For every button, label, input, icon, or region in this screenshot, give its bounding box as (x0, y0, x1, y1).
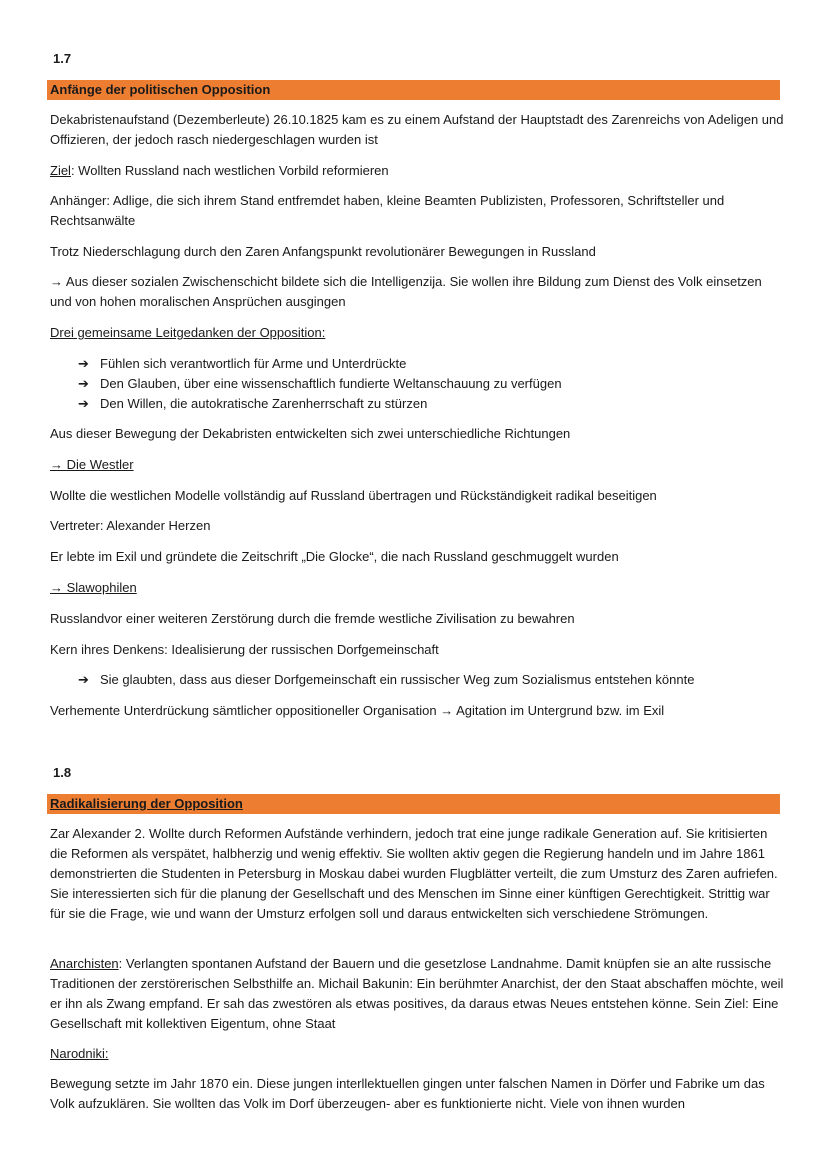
arrow-bullet-icon: ➔ (78, 376, 89, 391)
arrow-bullet-icon: ➔ (78, 356, 89, 371)
narodniki-heading: Narodniki: (50, 1046, 109, 1061)
paragraph-unterdrueckung: Verhemente Unterdrückung sämtlicher oppositioneller Organisation → Agitation im Untergrund bzw. im Exil (50, 703, 665, 718)
section-number: 1.7 (53, 51, 72, 66)
list-item-text: Fühlen sich verantwortlich für Arme und Unterdrückte (100, 356, 407, 371)
paragraph-narodniki: Bewegung setzte im Jahr 1870 ein. Diese jungen interllektuellen gingen unter falschen Namen in Dörfer und Fabrike um das Volk aufzuklären. Sie wollten das Volk im Dorf überzeugen- aber es funktionierte nicht. Viele von ihnen wurden (50, 1076, 765, 1111)
ziel-label: Ziel (50, 163, 71, 178)
anarchisten-label: Anarchisten (50, 956, 119, 971)
paragraph-alexander: Zar Alexander 2. Wollte durch Reformen Aufstände verhindern, jedoch trat eine junge radikale Generation auf. Sie kritisierten die Reformen als verspätet, halbherzig und wenig effektiv. Sie wollten aktiv gegen die Regierung handeln und im Jahre 1861 demonstrierten die Studenten in Petersburg in Moskau dabei wurden Flugblätter verteilt, die zum Umsturz des Zaren aufriefen. Sie interessierten sich für die planung der Gesellschaft und des Menschen im Sinne einer künftigen Gerechtigkeit. Strittig war für sie die Frage, wie und wann der Umsturz erfolgen soll und daraus entwickelten sich verschiedene Strömungen. (50, 826, 778, 921)
section-title: Anfänge der politischen Opposition (50, 82, 271, 97)
anarchisten-text: : Verlangten spontanen Aufstand der Bauern und die gesetzlose Landnahme. Damit knüpfen sie an alte russische Traditionen der zerstörerischen Selbsthilfe an. Michail Bakunin: Ein berühmter Anarchist, der den Staat abschaffen möchte, weil er ihn als Zwang empfand. Er sah das zwestören als etwas positives, da daraus etwas Neues entstehen könne. Sein Ziel: Eine Gesellschaft mit kollektiven Eigentum, ohne Staat (50, 956, 784, 1031)
arrow-bullet-icon: ➔ (78, 396, 89, 411)
paragraph-westler-3: Er lebte im Exil und gründete die Zeitschrift „Die Glocke“, die nach Russland geschmuggelt wurden (50, 549, 619, 564)
paragraph-slawophilen-2: Kern ihres Denkens: Idealisierung der russischen Dorfgemeinschaft (50, 642, 439, 657)
list-item-text: Sie glaubten, dass aus dieser Dorfgemeinschaft ein russischer Weg zum Sozialismus entstehen könnte (100, 672, 695, 687)
list-item (78, 374, 562, 394)
list-item (78, 394, 427, 414)
section-number: 1.8 (53, 765, 72, 780)
list-item (78, 354, 406, 374)
leitgedanken-heading: Drei gemeinsame Leitgedanken der Opposition: (50, 325, 326, 340)
slawophilen-heading: → Slawophilen (50, 580, 137, 595)
paragraph-westler-2: Vertreter: Alexander Herzen (50, 518, 211, 533)
paragraph-slawophilen-1: Russlandvor einer weiteren Zerstörung durch die fremde westliche Zivilisation zu bewahren (50, 611, 575, 626)
paragraph-intelligenzija: → Aus dieser sozialen Zwischenschicht bildete sich die Intelligenzija. Sie wollen ihre Bildung zum Dienst des Volk einsetzen und von hohen moralischen Ansprüchen ausgingen (50, 274, 762, 309)
paragraph-anhaenger: Anhänger: Adlige, die sich ihrem Stand entfremdet haben, kleine Beamten Publizisten, Professoren, Schriftsteller und Rechtsanwälte (50, 193, 725, 228)
paragraph-trotz: Trotz Niederschlagung durch den Zaren Anfangspunkt revolutionärer Bewegungen in Russland (50, 244, 596, 259)
list-item-text: Den Willen, die autokratische Zarenherrschaft zu stürzen (100, 396, 428, 411)
section-heading-bar (47, 80, 780, 100)
westler-heading: → Die Westler (50, 457, 134, 472)
paragraph-westler-1: Wollte die westlichen Modelle vollständig auf Russland übertragen und Rückständigkeit radikal beseitigen (50, 488, 657, 503)
list-item (78, 670, 694, 690)
list-item-text: Den Glauben, über eine wissenschaftlich fundierte Weltanschauung zu verfügen (100, 376, 562, 391)
paragraph-richtungen: Aus dieser Bewegung der Dekabristen entwickelten sich zwei unterschiedliche Richtungen (50, 426, 571, 441)
section-title: Radikalisierung der Opposition (50, 796, 243, 811)
section-heading-bar (47, 794, 780, 814)
arrow-bullet-icon: ➔ (78, 672, 89, 687)
paragraph-ziel (50, 161, 785, 181)
paragraph-anarchisten (50, 954, 785, 1034)
ziel-text: : Wollten Russland nach westlichen Vorbild reformieren (70, 163, 389, 178)
paragraph-dekabristen: Dekabristenaufstand (Dezemberleute) 26.10.1825 kam es zu einem Aufstand der Hauptstadt des Zarenreichs von Adeligen und Offizieren, der jedoch rasch niedergeschlagen wurden ist (50, 112, 784, 147)
